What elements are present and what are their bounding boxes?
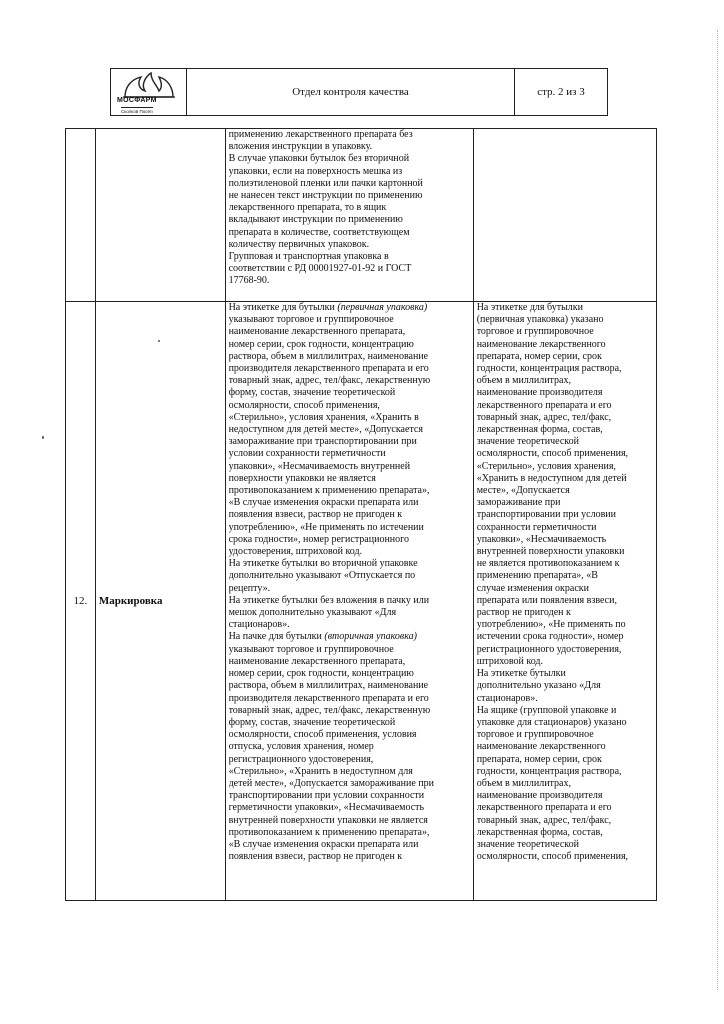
description-line: замораживание при транспортировании при	[228, 436, 417, 448]
description-line: форму, состав, значение теоретической	[228, 387, 396, 399]
note-line: значение теоретической	[476, 436, 579, 448]
description-line: осмолярности, способ применения,	[228, 399, 380, 411]
note-line: месте», «Допускается	[476, 485, 570, 497]
description-line: «В случае изменения окраски препарата или	[228, 838, 419, 850]
row-number	[66, 129, 96, 302]
note-line: На этикетке бутылки	[476, 668, 566, 680]
description-line: появления взвеси, раствор не пригоден к	[228, 509, 403, 521]
note-line: наименование производителя	[476, 387, 603, 399]
table-row	[66, 302, 657, 901]
note-line: препарата, номер серии, срок	[476, 350, 602, 362]
row-description	[225, 302, 473, 901]
document-header	[110, 68, 608, 116]
description-line: полиэтиленовой пленки или пачки картонной	[228, 177, 423, 189]
description-line: мешок дополнительно указывают «Для	[228, 607, 397, 619]
note-line: (первичная упаковка) указано	[476, 314, 604, 326]
note-line: лекарственная форма, состав,	[476, 826, 603, 838]
note-line: наименование лекарственного	[476, 741, 606, 753]
row-name	[95, 129, 225, 302]
logo-subtitle: Сколков Посёл	[121, 109, 153, 114]
note-line: штриховой код.	[476, 655, 544, 667]
row-note	[473, 302, 656, 901]
description-line: товарный знак, адрес, тел/факс, лекарственную	[228, 375, 431, 387]
note-line: дополнительно указано «Для	[476, 680, 601, 692]
note-line: торговое и группировочное	[476, 729, 594, 741]
company-logo-icon	[119, 71, 177, 99]
row-number: 12.	[66, 302, 96, 901]
description-line: На этикетке бутылки без вложения в пачку или	[228, 594, 430, 606]
note-line: товарный знак, адрес, тел/факс,	[476, 411, 612, 423]
description-line: герметичности упаковки», «Несмачиваемость	[228, 802, 425, 814]
description-line: поверхности упаковки не является	[228, 472, 376, 484]
description-line: рецепту».	[228, 582, 271, 594]
description-line: регистрационного удостоверения,	[228, 753, 374, 765]
note-line: транспортировании при условии	[476, 509, 616, 521]
description-line: дополнительно указывают «Отпускается по	[228, 570, 416, 582]
description-line: появления взвеси, раствор не пригоден к	[228, 851, 403, 863]
description-lines	[229, 302, 470, 900]
description-line: вложения инструкции в упаковку.	[228, 141, 373, 153]
note-line: препарата или появления взвеси,	[476, 594, 617, 606]
description-line: упаковки», «Несмачиваемость внутренней	[228, 460, 411, 472]
note-line: значение теоретической	[476, 838, 579, 850]
description-line: «В случае изменения окраски препарата или	[228, 497, 419, 509]
page-number: стр. 2 из 3	[537, 86, 585, 98]
description-line: упаковки, если на поверхность мешка из	[228, 165, 403, 177]
table-row	[66, 129, 657, 302]
note-line: На этикетке для бутылки	[476, 302, 584, 313]
note-line: упаковки», «Несмачиваемость	[476, 533, 607, 545]
logo-cell	[111, 69, 187, 115]
note-line: замораживание при	[476, 497, 561, 509]
description-line: употреблению», «Не применять по истечении	[228, 521, 424, 533]
note-line: упаковке для стационаров) указано	[476, 716, 627, 728]
description-line: удостоверения, штриховой код.	[228, 546, 363, 558]
note-line: применению препарата», «В	[476, 570, 598, 582]
description-line: форму, состав, значение теоретической	[228, 716, 396, 728]
description-line: срока годности», номер регистрационного	[228, 533, 410, 545]
note-line: сохранности герметичности	[476, 521, 597, 533]
description-line: производителя лекарственного препарата и его	[228, 363, 429, 375]
note-line: наименование лекарственного	[476, 338, 606, 350]
note-line: внутренней поверхности упаковки	[476, 546, 625, 558]
description-line: противопоказанием к применению препарата»,	[228, 826, 430, 838]
note-line: лекарственная форма, состав,	[476, 424, 603, 436]
description-line: раствора, объем в миллилитрах, наименование	[228, 680, 429, 692]
description-line: условии сохранности герметичности	[228, 448, 386, 460]
department-title: Отдел контроля качества	[187, 69, 515, 115]
description-line: лекарственного препарата, то в ящик	[228, 202, 387, 214]
description-line: не нанесен текст инструкции по применению	[228, 190, 423, 202]
description-line: раствора, объем в миллилитрах, наименование	[228, 350, 429, 362]
note-lines	[477, 302, 653, 900]
description-line: недоступном для детей месте», «Допускается	[228, 424, 423, 436]
note-line: На ящике (групповой упаковке и	[476, 704, 617, 716]
description-line: указывают торговое и группировочное	[228, 643, 394, 655]
spec-table	[65, 128, 657, 901]
description-line: номер серии, срок годности, концентрацию	[228, 338, 414, 350]
note-line: осмолярности, способ применения,	[476, 448, 629, 460]
description-line: препарата в количестве, соответствующем	[228, 226, 410, 238]
note-lines	[477, 129, 653, 301]
note-line: истечении срока годности», номер	[476, 631, 624, 643]
description-line: указывают торговое и группировочное	[228, 314, 394, 326]
note-line: объем в миллилитрах,	[476, 777, 571, 789]
description-line: 17768-90.	[228, 275, 270, 287]
description-line: внутренней поверхности упаковки не является	[228, 814, 428, 826]
description-line: В случае упаковки бутылок без вторичной	[228, 153, 410, 165]
description-line: На этикетке для бутылки (первичная упаковка)	[228, 302, 428, 313]
description-line: отпуска, условия хранения, номер	[228, 741, 374, 753]
note-line: лекарственного препарата и его	[476, 802, 612, 814]
description-line: детей месте», «Допускается замораживание при	[228, 777, 435, 789]
logo-text: МОСФАРМ	[117, 97, 157, 104]
description-line: стационаров».	[228, 619, 290, 631]
note-line: раствор не пригоден к	[476, 607, 571, 619]
description-line: На пачке для бутылки (вторичная упаковка)	[228, 631, 417, 643]
description-line: соответствии с РД 00001927-01-92 и ГОСТ	[228, 263, 412, 275]
note-line: регистрационного удостоверения,	[476, 643, 622, 655]
description-line: Групповая и транспортная упаковка в	[228, 251, 389, 263]
scan-speck	[42, 436, 44, 439]
note-line: препарата, номер серии, срок	[476, 753, 602, 765]
description-line: применению лекарственного препарата без	[228, 129, 413, 140]
description-line: товарный знак, адрес, тел/факс, лекарственную	[228, 704, 431, 716]
description-line: осмолярности, способ применения, условия	[228, 729, 417, 741]
description-lines	[229, 129, 470, 301]
note-line: годности, концентрация раствора,	[476, 765, 622, 777]
row-name: Маркировка	[95, 302, 225, 901]
description-line: транспортировании при условии сохранности	[228, 790, 425, 802]
description-line: наименование лекарственного препарата,	[228, 655, 406, 667]
note-line: лекарственного препарата и его	[476, 399, 612, 411]
description-line: противопоказанием к применению препарата»,	[228, 485, 430, 497]
note-line: объем в миллилитрах,	[476, 375, 571, 387]
note-line: стационаров».	[476, 692, 538, 704]
note-line: случае изменения окраски	[476, 582, 589, 594]
scan-edge-line	[717, 30, 718, 990]
note-line: годности, концентрация раствора,	[476, 363, 622, 375]
note-line: торговое и группировочное	[476, 326, 594, 338]
note-line: употреблению», «Не применять по	[476, 619, 626, 631]
description-line: «Стерильно», условия хранения, «Хранить в	[228, 411, 419, 423]
description-line: наименование лекарственного препарата,	[228, 326, 406, 338]
row-note	[473, 129, 656, 302]
description-line: вкладывают инструкции по применению	[228, 214, 403, 226]
description-line: На этикетке бутылки во вторичной упаковке	[228, 558, 418, 570]
note-line: «Стерильно», условия хранения,	[476, 460, 616, 472]
note-line: товарный знак, адрес, тел/факс,	[476, 814, 612, 826]
scan-speck	[158, 340, 160, 342]
description-line: количеству первичных упаковок.	[228, 238, 370, 250]
note-line: наименование производителя	[476, 790, 603, 802]
note-line: осмолярности, способ применения,	[476, 851, 629, 863]
note-line: не является противопоказанием к	[476, 558, 620, 570]
note-line: «Хранить в недоступном для детей	[476, 472, 627, 484]
description-line: производителя лекарственного препарата и его	[228, 692, 429, 704]
description-line: «Стерильно», «Хранить в недоступном для	[228, 765, 413, 777]
description-line: номер серии, срок годности, концентрацию	[228, 668, 414, 680]
row-description	[225, 129, 473, 302]
